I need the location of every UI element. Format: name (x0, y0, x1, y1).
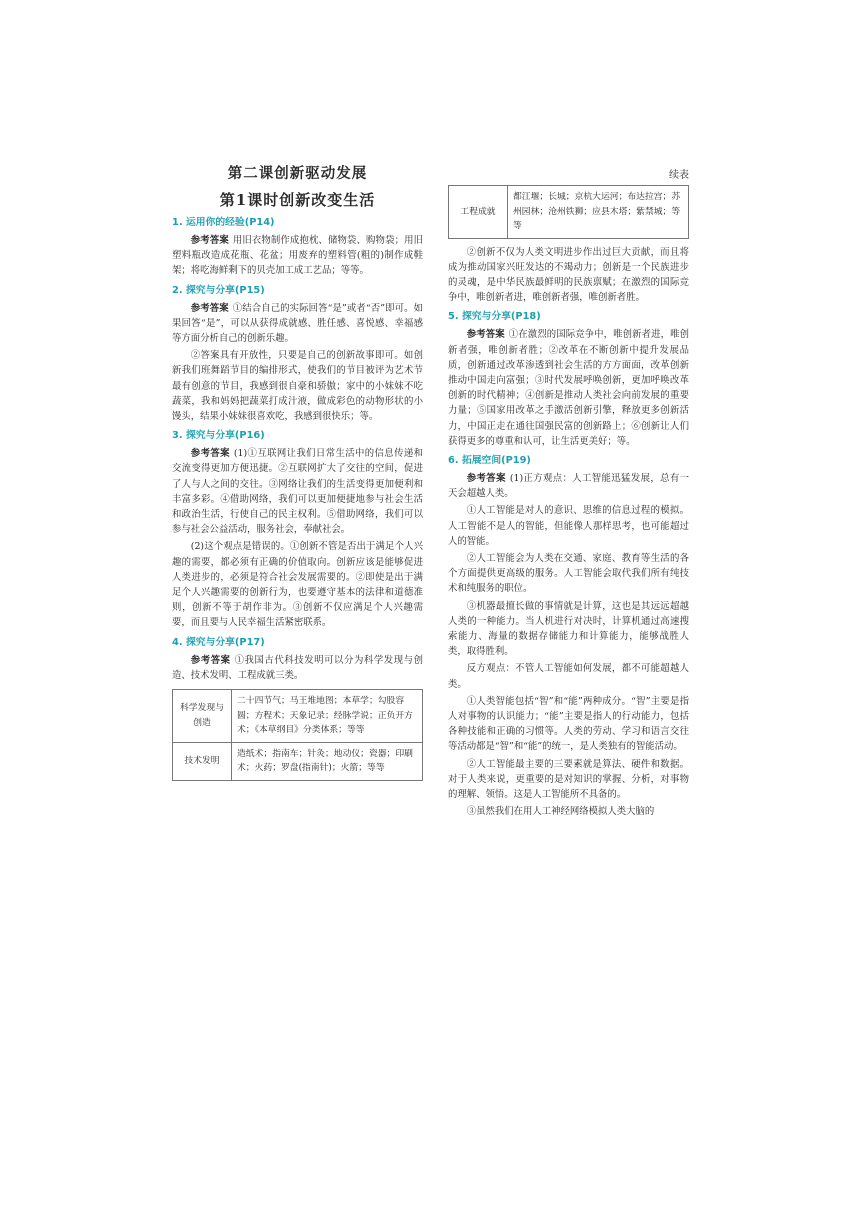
table-cell-items: 二十四节气；马王堆地图；本草学；勾股容圆；方程术；天象记录；经脉学说；正负开方术；《本草纲目》分类体系；等等 (232, 690, 423, 743)
answer-6-p4: 反方观点：不管人工智能如何发展，都不可能超越人类。 (448, 663, 689, 690)
answer-4-p2: ②创新不仅为人类文明进步作出过巨大贡献，而且将成为推动国家兴旺发达的不竭动力；创新是一个民族进步的灵魂，是中华民族最鲜明的民族禀赋；在激烈的国际竞争中，唯创新者进，唯创新者强，唯创新者胜。 (448, 246, 689, 304)
left-column (172, 158, 423, 781)
table-cell-category: 技术发明 (173, 742, 232, 780)
heading-4: 4. 探究与分享(P17) (172, 636, 265, 648)
lesson-title: 第二课创新驱动发展 (227, 165, 368, 182)
answer-label: 参考答案 (190, 654, 231, 666)
right-column (448, 158, 689, 819)
answer-3-p1: 参考答案 (1)①互联网让我们日常生活中的信息传递和交流变得更加方便迅捷。②互联网扩大了交往的空间，促进了人与人之间的交往。③网络让我们的生活变得更加便利和丰富多彩。④借助网络，我们可以更加便捷地参与社会生活和政治生活，行使自己的民主权利。⑤借助网络，我们可以参与社会公益活动，服务社会，奉献社会。 (172, 448, 423, 536)
table-cell-items: 造纸术；指南车；针灸；地动仪；瓷器；印刷术；火药；罗盘(指南针)；火箭；等等 (232, 742, 423, 780)
answer-6-p3: ③机器最擅长做的事情就是计算，这也是其远远超越人类的一种能力。当人机进行对决时，计算机通过高速搜索能力、海量的数据存储能力和计算能力，能够战胜人类，取得胜利。 (448, 600, 689, 658)
invention-table (172, 689, 423, 781)
answer-label: 参考答案 (190, 302, 229, 314)
answer-3-p2: (2)这个观点是错误的。①创新不管是否出于满足个人兴趣的需要，都必须有正确的价值取向。创新应该是能够促进人类进步的，必须是符合社会发展需要的。②即使是出于满足个人兴趣需要的创新行为，也要遵守基本的法律和道德准则，创新不等于胡作非为。③创新不仅应满足个人兴趣需要，而且要与人民幸福生活紧密联系。 (172, 541, 423, 629)
table-continued-label: 续表 (669, 170, 689, 181)
answer-6-p2: ②人工智能会为人类在交通、家庭、教育等生活的各个方面提供更高级的服务。人工智能会取代我们所有纯技术和纯服务的职位。 (448, 552, 689, 595)
answer-label: 参考答案 (190, 235, 229, 246)
answer-5: 参考答案 ①在激烈的国际竞争中，唯创新者进，唯创新者强，唯创新者胜；②改革在不断创新中提升发展品质，创新通过改革渗透到社会生活的方方面面，改革创新推动中国走向富强；③时代发展呼唤创新，更加呼唤改革创新的时代精神；④创新是推动人类社会向前发展的重要力量；⑤国家用改革之手激活创新引擎，释放更多创新活力，中国正走在通往国强民富的创新路上；⑥创新让人们获得更多的尊重和认可，让生活更美好；等。 (448, 329, 689, 447)
answer-6-p5: ①人类智能包括“智”和“能”两种成分。“智”主要是指人对事物的认识能力；“能”主要是指人的行动能力，包括各种技能和正确的习惯等。人类的劳动、学习和语言交往等活动都是“智”和“能”的统一，是人类独有的智能活动。 (448, 695, 689, 753)
heading-3: 3. 探究与分享(P16) (172, 430, 265, 442)
answer-4: 参考答案 ①我国古代科技发明可以分为科学发现与创造、技术发明、工程成就三类。 (172, 654, 423, 681)
table-row (173, 742, 423, 780)
answer-2-p1: 参考答案 ①结合自己的实际回答“是”或者“否”即可。如果回答“是”，可以从获得成就感、胜任感、喜悦感、幸福感等方面分析自己的创新乐趣。 (172, 302, 423, 345)
heading-1: 1. 运用你的经验(P14) (172, 217, 275, 228)
answer-6-p1: ①人工智能是对人的意识、思维的信息过程的模拟。人工智能不是人的智能，但能像人那样思考，也可能超过人的智能。 (448, 505, 689, 547)
answer-label: 参考答案 (466, 472, 506, 484)
answer-2-p2: ②答案具有开放性，只要是自己的创新故事即可。如创新我们班舞蹈节目的编排形式，使我们的节目被评为艺术节最有创意的节目，我感到很自豪和骄傲；家中的小妹妹不吃蔬菜，我和妈妈把蔬菜打成汁液，做成彩色的动物形状的小馒头，结果小妹妹很喜欢吃，我感到很快乐；等。 (172, 350, 423, 423)
answer-1: 参考答案 用旧衣物制作成抱枕、储物袋、购物袋；用旧塑料瓶改造成花瓶、花盆；用废弃的塑料管(粗的)制作成鞋架；将吃海鲜剩下的贝壳加工成工艺品；等等。 (172, 235, 423, 277)
table-cell-category: 科学发现与创造 (173, 690, 232, 743)
heading-5: 5. 探究与分享(P18) (448, 311, 541, 323)
table-row (449, 186, 689, 239)
answer-label: 参考答案 (190, 448, 230, 460)
answer-label: 参考答案 (466, 329, 505, 341)
invention-table-continued (448, 185, 689, 239)
table-cell-category: 工程成就 (449, 186, 508, 239)
heading-2: 2. 探究与分享(P15) (172, 284, 265, 296)
table-cell-items: 都江堰；长城；京杭大运河；布达拉宫；苏州园林；沧州铁狮；应县木塔；紫禁城；等等 (508, 186, 689, 239)
answer-6-p7: ③虽然我们在用人工神经网络模拟人类大脑的 (466, 806, 655, 818)
answer-6-p6: ②人工智能最主要的三要素就是算法、硬件和数据。对于人类来说，更重要的是对知识的掌握、分析，对事物的理解、领悟。这是人工智能所不具备的。 (448, 758, 689, 800)
table-row (173, 690, 423, 743)
section-title: 第1课时创新改变生活 (219, 191, 376, 209)
heading-6: 6. 拓展空间(P19) (448, 454, 531, 466)
answer-6-intro: 参考答案 (1)正方观点：人工智能迅猛发展，总有一天会超越人类。 (448, 472, 689, 500)
